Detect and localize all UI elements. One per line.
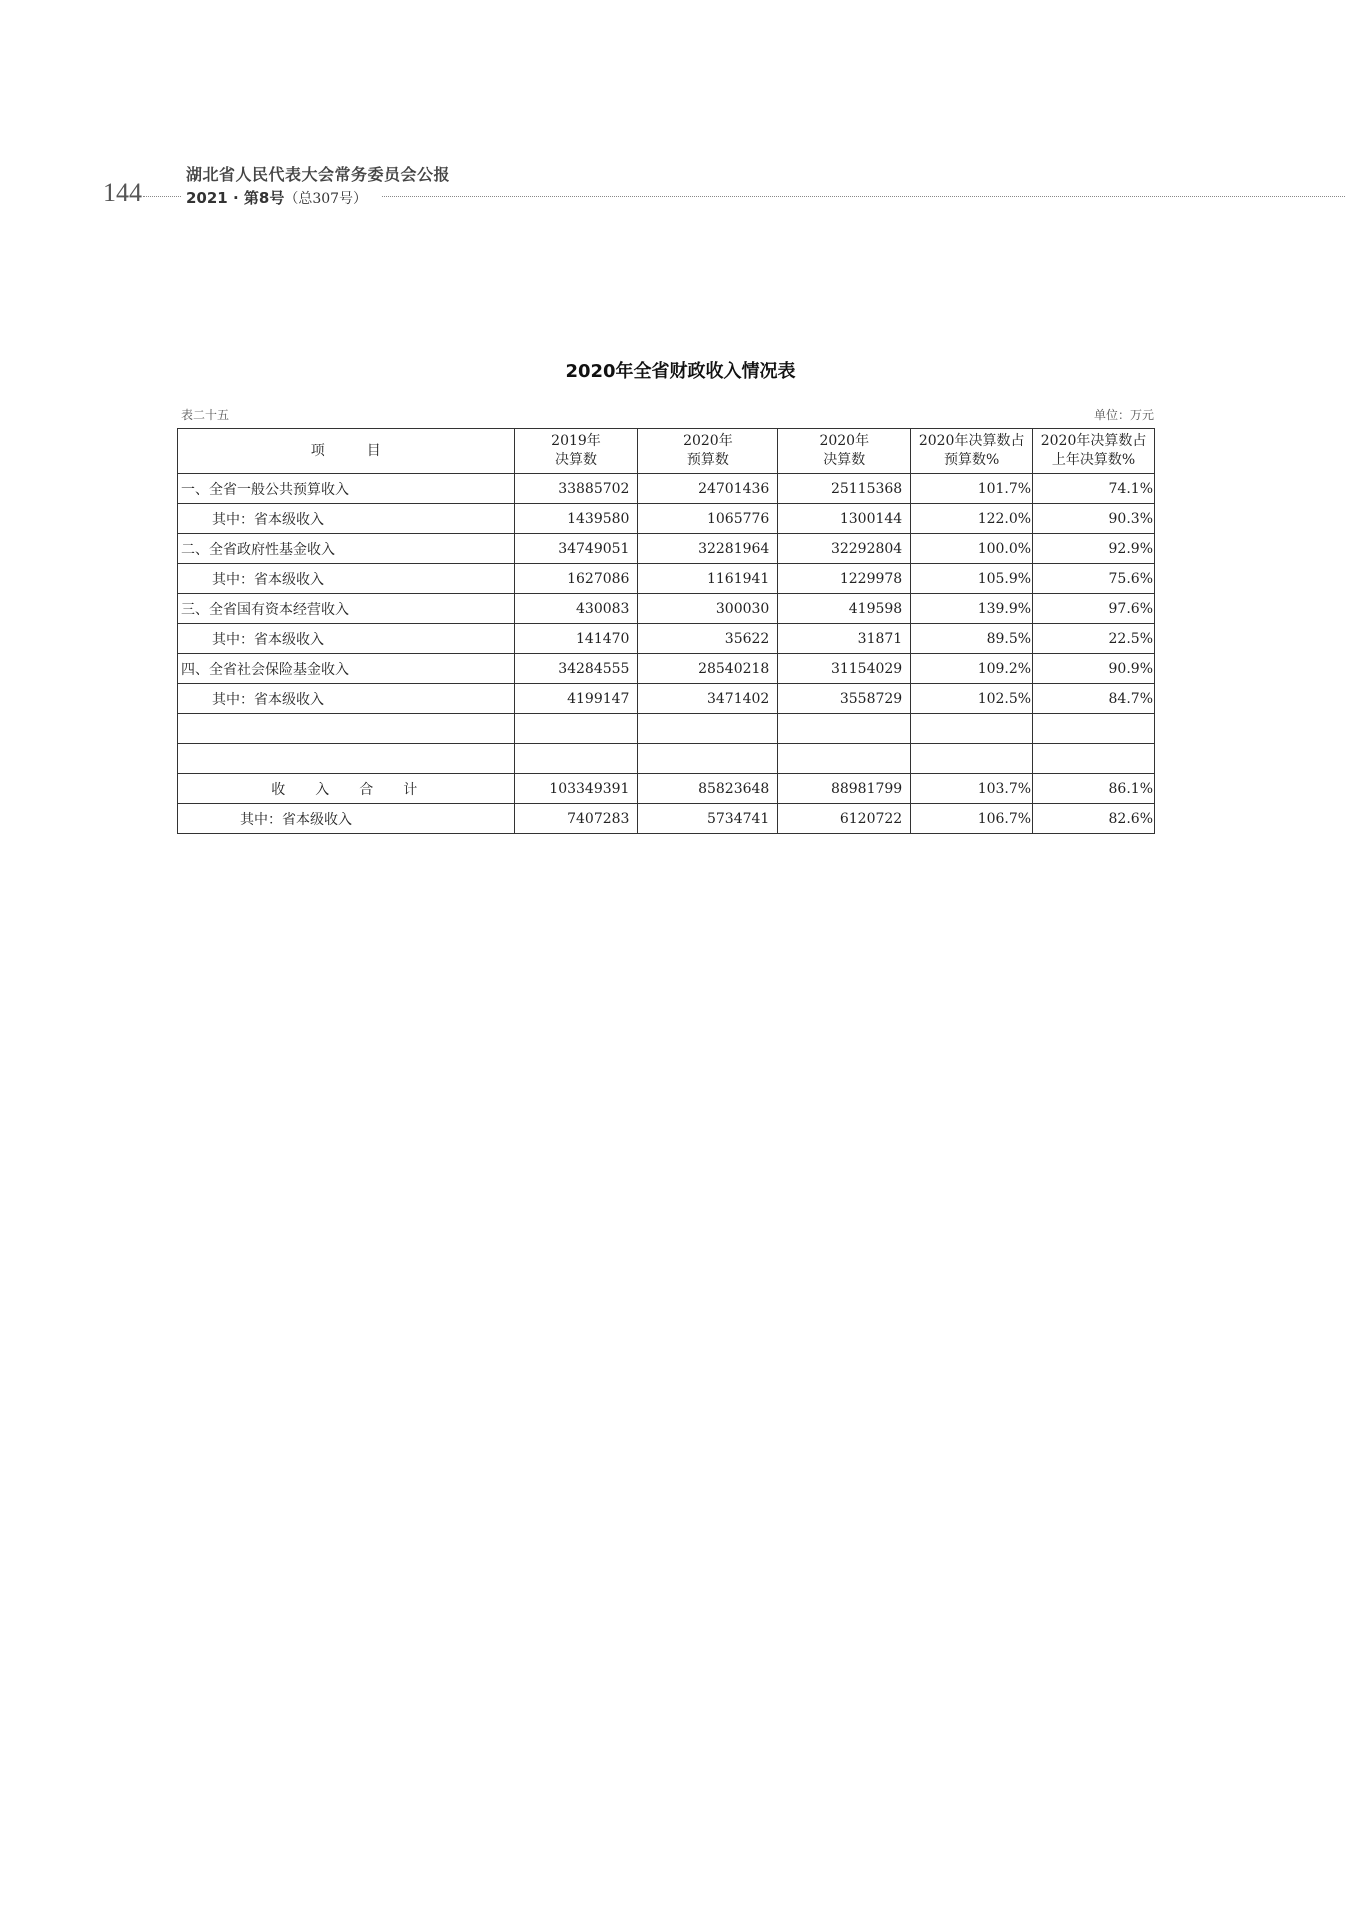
value-pct-prev: 84.7% <box>1033 684 1155 714</box>
value-2020-final: 31154029 <box>778 654 911 684</box>
table-row <box>178 594 1155 624</box>
value-pct-budget: 100.0% <box>911 534 1033 564</box>
table-row <box>178 624 1155 654</box>
value-2019-final: 103349391 <box>514 774 638 804</box>
table-header-row <box>178 429 1155 474</box>
col-header-item: 项 目 <box>178 429 515 474</box>
value-pct-prev: 97.6% <box>1033 594 1155 624</box>
row-item-label: 其中：省本级收入 <box>178 804 515 834</box>
blank-cell <box>778 714 911 744</box>
value-2020-final: 1229978 <box>778 564 911 594</box>
value-2020-budget: 32281964 <box>638 534 778 564</box>
value-pct-budget: 89.5% <box>911 624 1033 654</box>
value-2020-final: 1300144 <box>778 504 911 534</box>
value-pct-prev: 90.9% <box>1033 654 1155 684</box>
value-pct-budget: 101.7% <box>911 474 1033 504</box>
blank-cell <box>638 744 778 774</box>
blank-cell <box>1033 714 1155 744</box>
col-header-pct-prev: 2020年决算数占 上年决算数% <box>1033 429 1155 474</box>
value-2019-final: 7407283 <box>514 804 638 834</box>
row-item-label: 其中：省本级收入 <box>178 684 515 714</box>
blank-row <box>178 744 1155 774</box>
value-2020-budget: 3471402 <box>638 684 778 714</box>
issue-number: 2021 · 第8号 <box>186 189 285 207</box>
journal-issue <box>186 187 367 208</box>
value-2020-final: 88981799 <box>778 774 911 804</box>
value-2020-budget: 35622 <box>638 624 778 654</box>
value-2019-final: 141470 <box>514 624 638 654</box>
col-header-2019-final: 2019年 决算数 <box>514 429 638 474</box>
table-row <box>178 534 1155 564</box>
value-pct-budget: 103.7% <box>911 774 1033 804</box>
unit-label: 单位：万元 <box>1093 408 1154 422</box>
value-pct-budget: 139.9% <box>911 594 1033 624</box>
row-item-label: 三、全省国有资本经营收入 <box>178 594 515 624</box>
table-row <box>178 474 1155 504</box>
col-header-2020-budget: 2020年 预算数 <box>638 429 778 474</box>
blank-cell <box>514 744 638 774</box>
blank-cell <box>911 714 1033 744</box>
blank-cell <box>638 714 778 744</box>
blank-cell <box>514 714 638 744</box>
total-issue-number: （总307号） <box>284 191 368 207</box>
row-item-label: 收入合计 <box>178 774 515 804</box>
value-pct-prev: 92.9% <box>1033 534 1155 564</box>
row-item-label: 其中：省本级收入 <box>178 624 515 654</box>
value-pct-prev: 82.6% <box>1033 804 1155 834</box>
value-pct-budget: 106.7% <box>911 804 1033 834</box>
value-2020-final: 32292804 <box>778 534 911 564</box>
value-2020-final: 25115368 <box>778 474 911 504</box>
value-2020-budget: 24701436 <box>638 474 778 504</box>
table-number: 表二十五 <box>181 408 230 422</box>
table-row <box>178 504 1155 534</box>
value-2020-budget: 28540218 <box>638 654 778 684</box>
value-2020-budget: 1161941 <box>638 564 778 594</box>
value-2020-budget: 1065776 <box>638 504 778 534</box>
document-title: 2020年全省财政收入情况表 <box>565 361 796 382</box>
value-2019-final: 33885702 <box>514 474 638 504</box>
value-pct-budget: 122.0% <box>911 504 1033 534</box>
row-item-label: 二、全省政府性基金收入 <box>178 534 515 564</box>
value-pct-prev: 74.1% <box>1033 474 1155 504</box>
table-row <box>178 804 1155 834</box>
header-rule-right <box>382 196 1345 197</box>
table-row <box>178 774 1155 804</box>
value-pct-prev: 75.6% <box>1033 564 1155 594</box>
value-2020-budget: 85823648 <box>638 774 778 804</box>
blank-cell <box>778 744 911 774</box>
blank-cell <box>178 714 515 744</box>
row-item-label: 一、全省一般公共预算收入 <box>178 474 515 504</box>
row-item-label: 四、全省社会保险基金收入 <box>178 654 515 684</box>
blank-row <box>178 714 1155 744</box>
value-2020-budget: 5734741 <box>638 804 778 834</box>
page-number: 144 <box>103 178 142 207</box>
blank-cell <box>1033 744 1155 774</box>
value-2020-final: 3558729 <box>778 684 911 714</box>
value-2019-final: 1627086 <box>514 564 638 594</box>
header-rule-left <box>143 196 181 197</box>
value-2019-final: 4199147 <box>514 684 638 714</box>
value-pct-prev: 86.1% <box>1033 774 1155 804</box>
value-pct-budget: 105.9% <box>911 564 1033 594</box>
value-2020-final: 6120722 <box>778 804 911 834</box>
value-pct-budget: 109.2% <box>911 654 1033 684</box>
table-row <box>178 654 1155 684</box>
value-2020-final: 31871 <box>778 624 911 654</box>
journal-title: 湖北省人民代表大会常务委员会公报 <box>186 165 451 184</box>
value-pct-prev: 22.5% <box>1033 624 1155 654</box>
value-2020-final: 419598 <box>778 594 911 624</box>
value-2019-final: 430083 <box>514 594 638 624</box>
value-2019-final: 34749051 <box>514 534 638 564</box>
value-2020-budget: 300030 <box>638 594 778 624</box>
col-header-pct-budget: 2020年决算数占 预算数% <box>911 429 1033 474</box>
table-row <box>178 564 1155 594</box>
revenue-table <box>177 428 1155 834</box>
value-pct-prev: 90.3% <box>1033 504 1155 534</box>
value-2019-final: 1439580 <box>514 504 638 534</box>
col-header-2020-final: 2020年 决算数 <box>778 429 911 474</box>
row-item-label: 其中：省本级收入 <box>178 504 515 534</box>
row-item-label: 其中：省本级收入 <box>178 564 515 594</box>
blank-cell <box>178 744 515 774</box>
value-pct-budget: 102.5% <box>911 684 1033 714</box>
blank-cell <box>911 744 1033 774</box>
value-2019-final: 34284555 <box>514 654 638 684</box>
table-row <box>178 684 1155 714</box>
